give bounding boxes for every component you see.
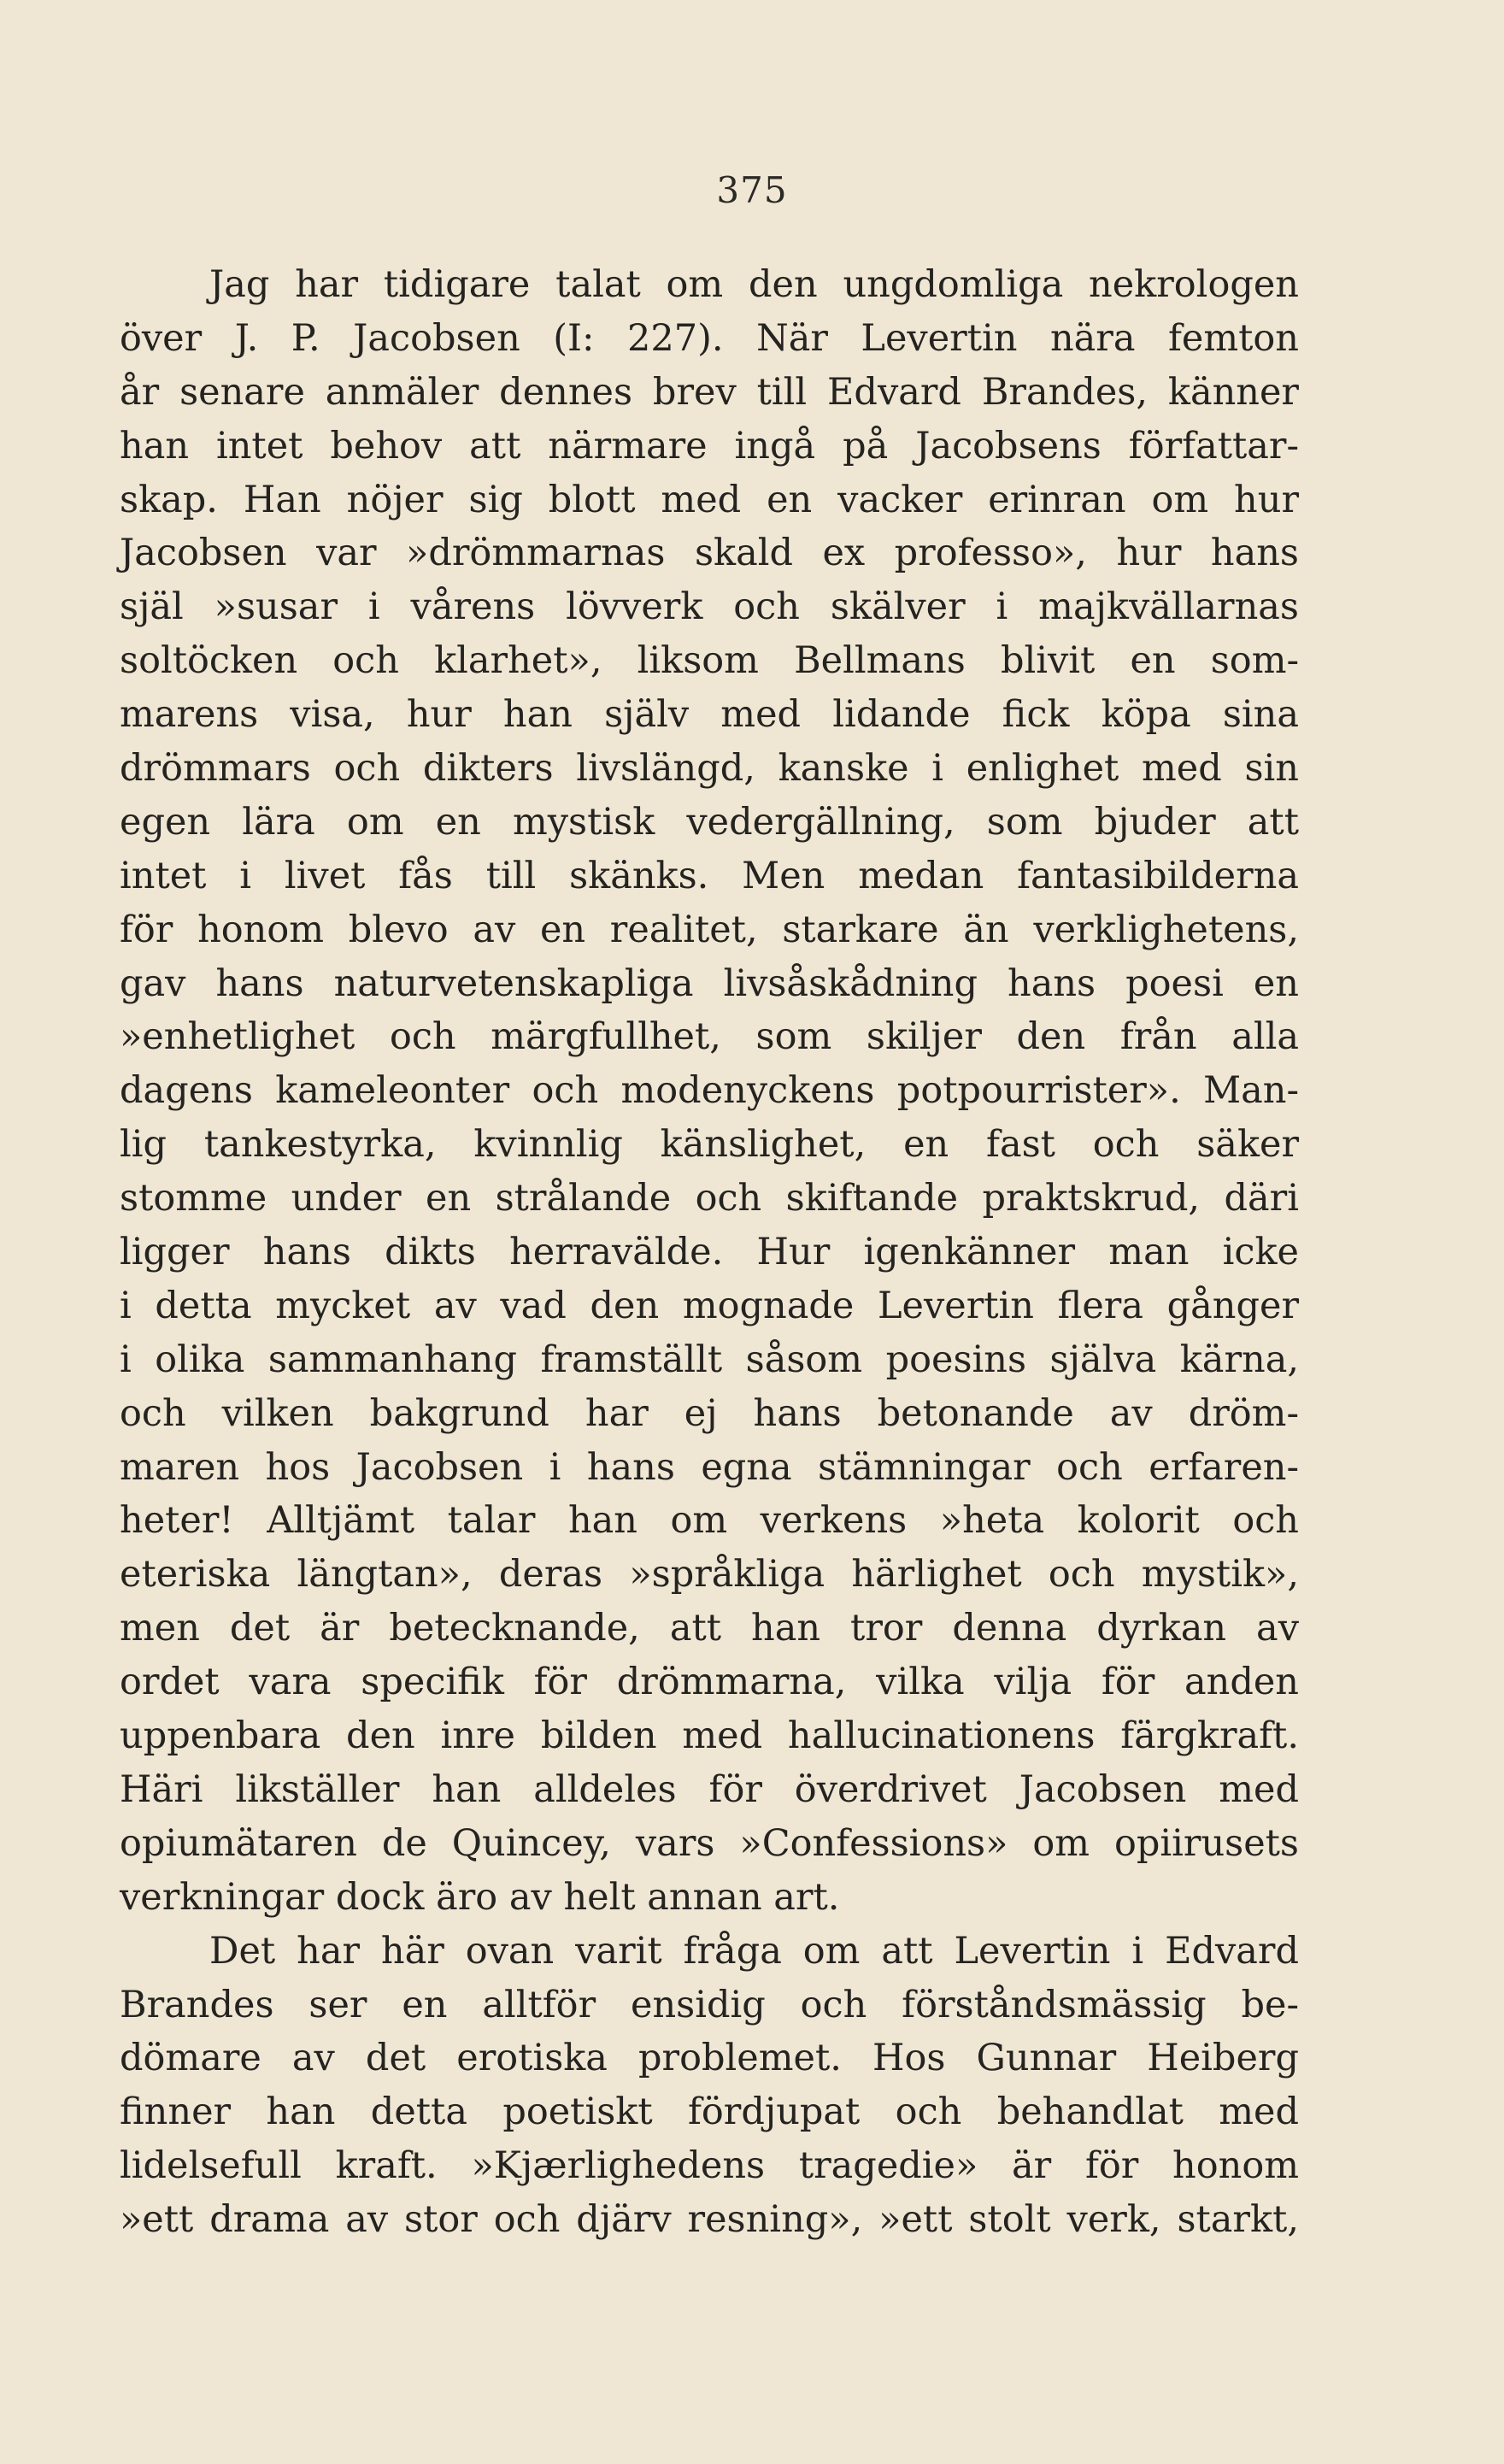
text-line: »enhetlighet och märgfullhet, som skiljer den från alla bbox=[120, 1015, 1299, 1059]
text-line: soltöcken och klarhet», liksom Bellmans blivit en som- bbox=[120, 639, 1299, 683]
text-line: själ »susar i vårens lövverk och skälver i majkvällarnas bbox=[120, 585, 1299, 629]
text-line: gav hans naturvetenskapliga livsåskådning hans poesi en bbox=[120, 961, 1299, 1005]
text-line: lig tankestyrka, kvinnlig känslighet, en fast och säker bbox=[120, 1123, 1299, 1167]
text-line: Brandes ser en alltför ensidig och förståndsmässig be- bbox=[120, 1983, 1299, 2026]
text-line: Det har här ovan varit fråga om att Levertin i Edvard bbox=[209, 1929, 1299, 1973]
text-line: i detta mycket av vad den mognade Levertin flera gånger bbox=[120, 1284, 1299, 1327]
text-line: stomme under en strålande och skiftande praktskrud, däri bbox=[120, 1177, 1299, 1220]
text-line: år senare anmäler dennes brev till Edvard Brandes, känner bbox=[120, 370, 1299, 414]
text-line: ligger hans dikts herravälde. Hur igenkänner man icke bbox=[120, 1231, 1299, 1274]
text-line: intet i livet fås till skänks. Men medan fantasibilderna bbox=[120, 854, 1299, 897]
text-line: opiumätaren de Quincey, vars »Confessions» om opiirusets bbox=[120, 1821, 1299, 1865]
text-line: heter! Alltjämt talar han om verkens »heta kolorit och bbox=[120, 1499, 1299, 1543]
text-line: över J. P. Jacobsen (I: 227). När Levertin nära femton bbox=[120, 316, 1299, 360]
text-line: ordet vara specifik för drömmarna, vilka vilja för anden bbox=[120, 1661, 1299, 1704]
page-number: 375 bbox=[716, 169, 788, 211]
text-line: för honom blevo av en realitet, starkare än verklighetens, bbox=[120, 908, 1299, 951]
text-line: maren hos Jacobsen i hans egna stämningar och erfaren- bbox=[120, 1445, 1299, 1489]
text-line: dagens kameleonter och modenyckens potpourrister». Man- bbox=[120, 1069, 1299, 1113]
text-line: egen lära om en mystisk vedergällning, som bjuder att bbox=[120, 800, 1299, 844]
text-line: Häri likställer han alldeles för överdrivet Jacobsen med bbox=[120, 1767, 1299, 1811]
text-line: i olika sammanhang framställt såsom poesins själva kärna, bbox=[120, 1338, 1299, 1381]
text-line: han intet behov att närmare ingå på Jacobsens författar- bbox=[120, 424, 1299, 468]
text-line: lidelsefull kraft. »Kjærlighedens tragedie» är för honom bbox=[120, 2144, 1299, 2188]
text-line: verkningar dock äro av helt annan art. bbox=[120, 1875, 840, 1919]
text-line: skap. Han nöjer sig blott med en vacker erinran om hur bbox=[120, 478, 1299, 521]
text-line: »ett drama av stor och djärv resning», »ett stolt verk, starkt, bbox=[120, 2198, 1299, 2242]
body-text bbox=[120, 258, 1299, 2247]
text-line: marens visa, hur han själv med lidande fick köpa sina bbox=[120, 693, 1299, 737]
text-line: Jacobsen var »drömmarnas skald ex professo», hur hans bbox=[120, 532, 1299, 575]
text-line: Jag har tidigare talat om den ungdomliga nekrologen bbox=[209, 263, 1299, 306]
text-line: uppenbara den inre bilden med hallucinationens färgkraft. bbox=[120, 1714, 1299, 1758]
text-line: eteriska längtan», deras »språkliga härlighet och mystik», bbox=[120, 1553, 1299, 1597]
text-line: finner han detta poetiskt fördjupat och behandlat med bbox=[120, 2091, 1299, 2134]
text-line: men det är betecknande, att han tror denna dyrkan av bbox=[120, 1607, 1299, 1650]
text-line: dömare av det erotiska problemet. Hos Gunnar Heiberg bbox=[120, 2037, 1299, 2080]
text-line: och vilken bakgrund har ej hans betonande av dröm- bbox=[120, 1391, 1299, 1435]
text-line: drömmars och dikters livslängd, kanske i enlighet med sin bbox=[120, 747, 1299, 791]
